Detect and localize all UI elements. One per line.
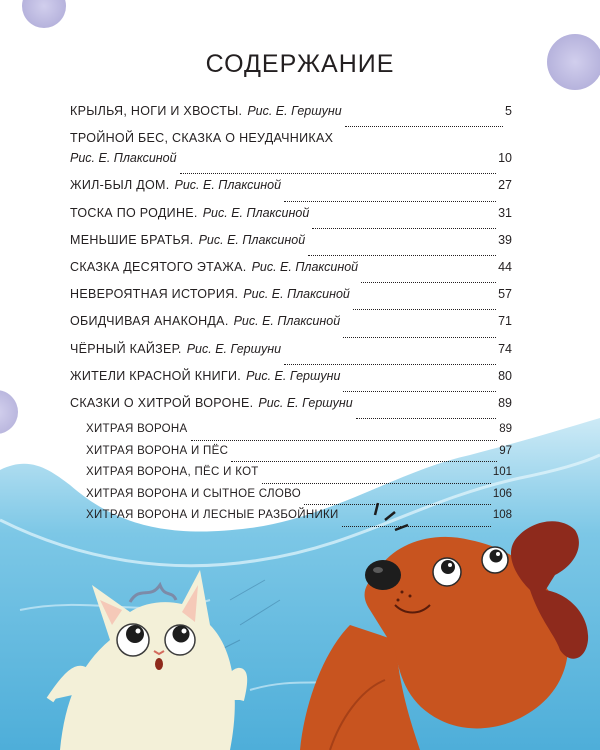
- leader-dots: [342, 525, 491, 527]
- toc-entry[interactable]: [70, 369, 512, 396]
- leader-dots: [353, 308, 496, 310]
- leader-dots: [312, 227, 496, 229]
- leader-dots: [343, 336, 496, 338]
- toc-entry[interactable]: [70, 314, 512, 341]
- toc-entry[interactable]: [70, 206, 512, 233]
- toc-entry-continuation[interactable]: [70, 151, 512, 178]
- entry-illustrator: Рис. Е. Плаксиной: [233, 314, 341, 329]
- toc-subentry[interactable]: [70, 445, 512, 467]
- entry-page: 5: [505, 104, 512, 118]
- entry-illustrator: Рис. Е. Плаксиной: [243, 287, 350, 302]
- leader-dots: [284, 363, 496, 365]
- entry-illustrator: Рис. Е. Гершуни: [186, 341, 282, 356]
- subentry-page: 89: [499, 423, 512, 436]
- entry-page: 44: [498, 259, 512, 274]
- entry-page: 31: [498, 205, 512, 220]
- entry-illustrator: Рис. Е. Гершуни: [258, 395, 353, 410]
- entry-page: 74: [498, 341, 512, 356]
- entry-title: ЧЁРНЫЙ КАЙЗЕР.: [70, 341, 182, 356]
- subentry-title: ХИТРАЯ ВОРОНА И ПЁС: [86, 444, 229, 457]
- toc-subentry[interactable]: [70, 466, 512, 488]
- subentry-page: 106: [492, 487, 512, 500]
- entry-title: СКАЗКА ДЕСЯТОГО ЭТАЖА.: [70, 259, 247, 274]
- entry-title: ЖИЛ-БЫЛ ДОМ.: [70, 178, 170, 193]
- subentry-title: ХИТРАЯ ВОРОНА: [86, 423, 188, 436]
- leader-dots: [191, 439, 498, 441]
- page-title: СОДЕРЖАНИЕ: [205, 50, 395, 78]
- entry-title: МЕНЬШИЕ БРАТЬЯ.: [70, 232, 194, 247]
- entry-illustrator: Рис. Е. Плаксиной: [174, 178, 282, 193]
- entry-title: СКАЗКИ О ХИТРОЙ ВОРОНЕ.: [70, 395, 254, 410]
- entry-page: 89: [498, 395, 512, 410]
- entry-page: 39: [498, 232, 512, 247]
- toc-entry[interactable]: [70, 104, 512, 131]
- subentry-page: 108: [492, 509, 512, 522]
- paint-dot: [22, 0, 66, 28]
- toc-entry[interactable]: [70, 178, 512, 205]
- entry-page: 27: [498, 178, 512, 193]
- entry-title: ТРОЙНОЙ БЕС, СКАЗКА О НЕУДАЧНИКАХ: [70, 131, 334, 146]
- toc-subentry[interactable]: [70, 488, 512, 510]
- subentry-page: 97: [499, 444, 512, 457]
- entry-illustrator: Рис. Е. Гершуни: [247, 104, 342, 118]
- entry-illustrator: Рис. Е. Гершуни: [246, 368, 341, 383]
- entry-page: 57: [498, 287, 512, 302]
- subentry-title: ХИТРАЯ ВОРОНА И СЫТНОЕ СЛОВО: [86, 487, 301, 500]
- entry-title: ЖИТЕЛИ КРАСНОЙ КНИГИ.: [70, 368, 242, 383]
- table-of-contents: [70, 104, 512, 531]
- entry-illustrator: Рис. Е. Плаксиной: [198, 232, 306, 247]
- leader-dots: [284, 200, 496, 202]
- entry-title: ТОСКА ПО РОДИНЕ.: [70, 205, 198, 220]
- subentry-page: 101: [492, 466, 512, 479]
- leader-dots: [304, 503, 491, 505]
- entry-illustrator: Рис. Е. Плаксиной: [202, 205, 310, 220]
- entry-illustrator: Рис. Е. Плаксиной: [70, 151, 177, 166]
- toc-entry[interactable]: [70, 287, 512, 314]
- entry-illustrator: Рис. Е. Плаксиной: [251, 259, 359, 274]
- toc-entry[interactable]: [70, 131, 512, 151]
- toc-entry[interactable]: [70, 260, 512, 287]
- toc-entry[interactable]: [70, 233, 512, 260]
- entry-page: 80: [498, 368, 512, 383]
- entry-title: КРЫЛЬЯ, НОГИ И ХВОСТЫ.: [70, 104, 243, 118]
- subentry-title: ХИТРАЯ ВОРОНА И ЛЕСНЫЕ РАЗБОЙНИКИ: [86, 509, 339, 522]
- toc-entry[interactable]: [70, 342, 512, 369]
- toc-entry[interactable]: [70, 396, 512, 423]
- leader-dots: [308, 254, 496, 256]
- leader-dots: [262, 482, 491, 484]
- paint-dot: [0, 390, 18, 434]
- leader-dots: [180, 172, 497, 174]
- leader-dots: [356, 417, 496, 419]
- toc-subentry[interactable]: [70, 423, 512, 445]
- subentry-title: ХИТРАЯ ВОРОНА, ПЁС И КОТ: [86, 466, 259, 479]
- leader-dots: [231, 460, 497, 462]
- leader-dots: [361, 281, 496, 283]
- leader-dots: [343, 390, 496, 392]
- toc-subentry[interactable]: [70, 509, 512, 531]
- entry-title: НЕВЕРОЯТНАЯ ИСТОРИЯ.: [70, 287, 239, 302]
- entry-page: 10: [498, 151, 512, 166]
- entry-page: 71: [498, 314, 512, 329]
- entry-title: ОБИДЧИВАЯ АНАКОНДА.: [70, 314, 229, 329]
- leader-dots: [345, 125, 503, 127]
